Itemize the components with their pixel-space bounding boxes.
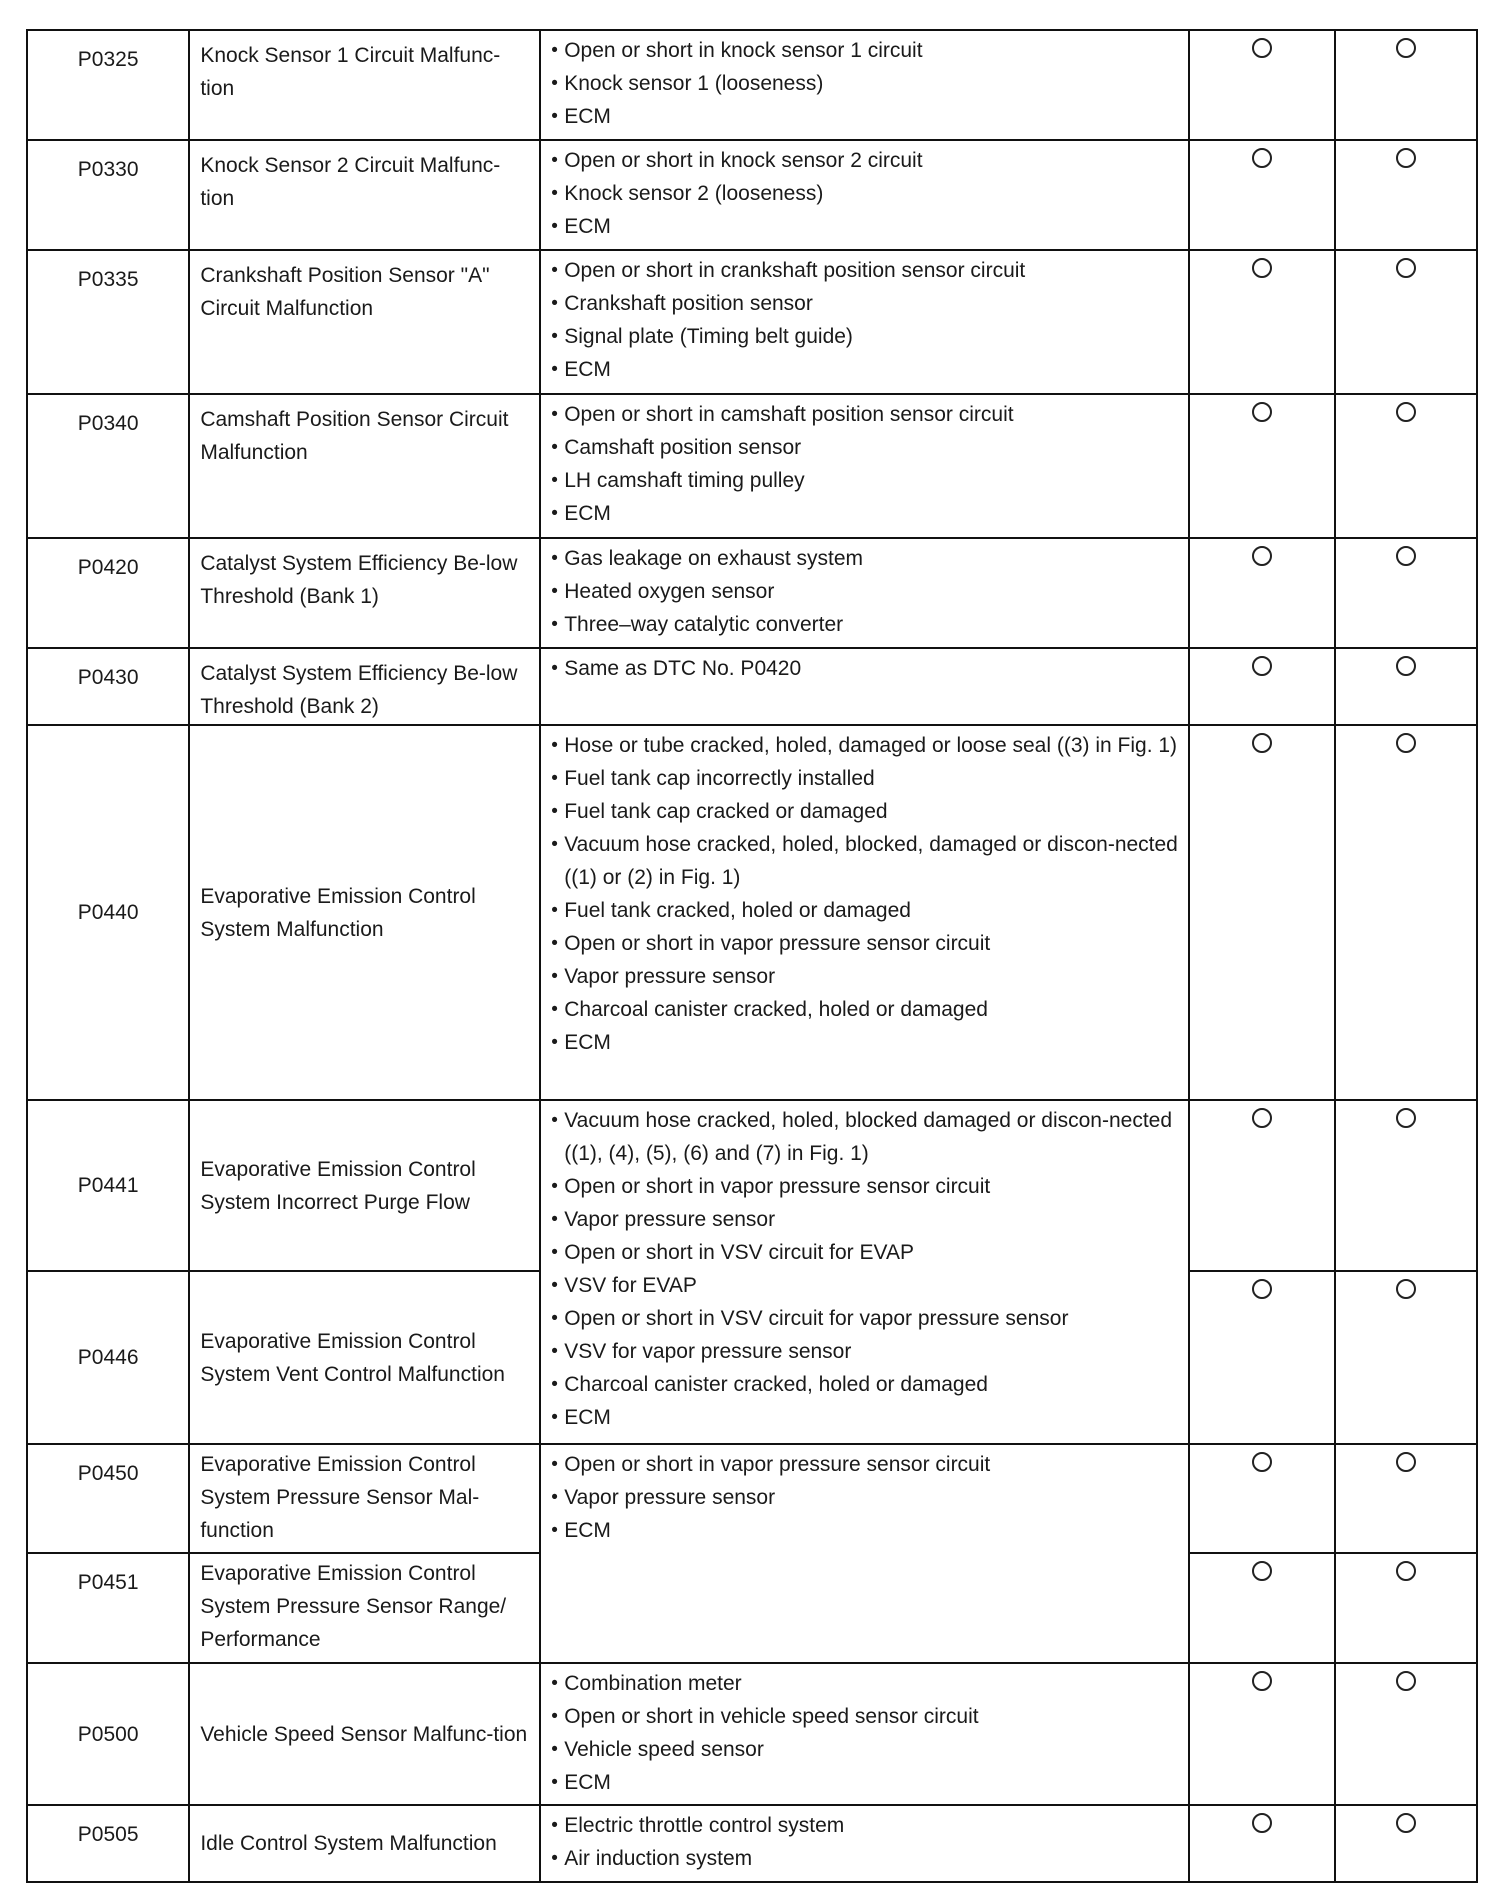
check-mark (1189, 725, 1335, 1100)
circle-icon (1252, 1279, 1272, 1299)
dtc-code: P0441 (27, 1100, 189, 1271)
dtc-code: P0450 (27, 1444, 189, 1553)
trouble-area: • Gas leakage on exhaust system • Heated oxygen sensor • Three–way catalytic converter (540, 538, 1188, 648)
check-mark (1189, 30, 1335, 140)
table-row (27, 648, 1477, 725)
circle-icon (1252, 1671, 1272, 1691)
circle-icon (1396, 1671, 1416, 1691)
detection-item: Vehicle Speed Sensor Malfunc-tion (189, 1663, 540, 1805)
detection-item: Idle Control System Malfunction (189, 1805, 540, 1882)
dtc-code: P0440 (27, 725, 189, 1100)
table-row (27, 725, 1477, 1100)
circle-icon (1396, 402, 1416, 422)
check-mark (1189, 648, 1335, 725)
check-mark (1335, 30, 1477, 140)
circle-icon (1252, 1108, 1272, 1128)
circle-icon (1396, 1279, 1416, 1299)
dtc-code: P0505 (27, 1805, 189, 1882)
circle-icon (1396, 1452, 1416, 1472)
check-mark (1189, 1444, 1335, 1553)
circle-icon (1252, 1452, 1272, 1472)
trouble-area: • Open or short in camshaft position sensor circuit • Camshaft position sensor • LH camshaft timing pulley • ECM (540, 394, 1188, 538)
check-mark (1189, 140, 1335, 250)
check-mark (1189, 1663, 1335, 1805)
dtc-code: P0500 (27, 1663, 189, 1805)
circle-icon (1396, 148, 1416, 168)
circle-icon (1396, 656, 1416, 676)
check-mark (1335, 1805, 1477, 1882)
trouble-area: • Open or short in crankshaft position sensor circuit • Crankshaft position sensor • Signal plate (Timing belt guide) • ECM (540, 250, 1188, 394)
check-mark (1189, 538, 1335, 648)
circle-icon (1252, 546, 1272, 566)
check-mark (1189, 1553, 1335, 1663)
circle-icon (1396, 38, 1416, 58)
dtc-code: P0430 (27, 648, 189, 725)
check-mark (1335, 1444, 1477, 1553)
table-row (27, 538, 1477, 648)
circle-icon (1396, 258, 1416, 278)
dtc-code: P0330 (27, 140, 189, 250)
check-mark (1189, 1100, 1335, 1271)
detection-item: Evaporative Emission Control System Incorrect Purge Flow (189, 1100, 540, 1271)
circle-icon (1396, 1108, 1416, 1128)
detection-item: Catalyst System Efficiency Be-low Threshold (Bank 1) (189, 538, 540, 648)
detection-item: Crankshaft Position Sensor "A" Circuit Malfunction (189, 250, 540, 394)
check-mark (1189, 1271, 1335, 1444)
table-row (27, 394, 1477, 538)
dtc-code: P0451 (27, 1553, 189, 1663)
check-mark (1189, 1805, 1335, 1882)
check-mark (1335, 1100, 1477, 1271)
dtc-code: P0446 (27, 1271, 189, 1444)
detection-item: Catalyst System Efficiency Be-low Threshold (Bank 2) (189, 648, 540, 725)
circle-icon (1252, 733, 1272, 753)
table-row (27, 250, 1477, 394)
circle-icon (1252, 1813, 1272, 1833)
circle-icon (1252, 38, 1272, 58)
check-mark (1189, 394, 1335, 538)
detection-item: Knock Sensor 1 Circuit Malfunc-tion (189, 30, 540, 140)
table-row (27, 1663, 1477, 1805)
table-row (27, 1100, 1477, 1271)
trouble-area: • Hose or tube cracked, holed, damaged or loose seal ((3) in Fig. 1) • Fuel tank cap incorrectly installed • Fuel tank cap cracked or damaged • Vacuum hose cracked, holed, blocked, damaged or discon-nected ((1) or (2) in Fig. 1) • Fuel tank cracked, holed or damaged • Open or short in vapor pressure sensor circuit • Vapor pressure sensor • Charcoal canister cracked, holed or damaged • ECM (540, 725, 1188, 1100)
trouble-area: • Open or short in knock sensor 1 circuit • Knock sensor 1 (looseness) • ECM (540, 30, 1188, 140)
check-mark (1335, 1553, 1477, 1663)
detection-item: Knock Sensor 2 Circuit Malfunc-tion (189, 140, 540, 250)
table-row (27, 1805, 1477, 1882)
check-mark (1189, 250, 1335, 394)
trouble-area: • Combination meter • Open or short in vehicle speed sensor circuit • Vehicle speed sensor • ECM (540, 1663, 1188, 1805)
trouble-area: • Electric throttle control system • Air induction system (540, 1805, 1188, 1882)
check-mark (1335, 648, 1477, 725)
check-mark (1335, 394, 1477, 538)
table-row (27, 1444, 1477, 1553)
check-mark (1335, 1663, 1477, 1805)
check-mark (1335, 538, 1477, 648)
circle-icon (1252, 656, 1272, 676)
table-row (27, 140, 1477, 250)
dtc-code: P0340 (27, 394, 189, 538)
check-mark (1335, 250, 1477, 394)
dtc-code: P0335 (27, 250, 189, 394)
trouble-area: • Open or short in vapor pressure sensor circuit • Vapor pressure sensor • ECM (540, 1444, 1188, 1663)
check-mark (1335, 140, 1477, 250)
dtc-table (26, 29, 1478, 1883)
circle-icon (1252, 148, 1272, 168)
circle-icon (1252, 258, 1272, 278)
circle-icon (1396, 1813, 1416, 1833)
trouble-area: • Vacuum hose cracked, holed, blocked damaged or discon-nected ((1), (4), (5), (6) and (7) in Fig. 1) • Open or short in vapor pressure sensor circuit • Vapor pressure sensor • Open or short in VSV circuit for EVAP • VSV for EVAP • Open or short in VSV circuit for vapor pressure sensor • VSV for vapor pressure sensor • Charcoal canister cracked, holed or damaged • ECM (540, 1100, 1188, 1444)
circle-icon (1252, 402, 1272, 422)
detection-item: Evaporative Emission Control System Pressure Sensor Range/ Performance (189, 1553, 540, 1663)
circle-icon (1396, 1561, 1416, 1581)
trouble-area: • Same as DTC No. P0420 (540, 648, 1188, 725)
detection-item: Evaporative Emission Control System Malfunction (189, 725, 540, 1100)
detection-item: Evaporative Emission Control System Vent Control Malfunction (189, 1271, 540, 1444)
dtc-code: P0420 (27, 538, 189, 648)
circle-icon (1396, 546, 1416, 566)
circle-icon (1252, 1561, 1272, 1581)
check-mark (1335, 725, 1477, 1100)
table-row (27, 30, 1477, 140)
check-mark (1335, 1271, 1477, 1444)
detection-item: Evaporative Emission Control System Pressure Sensor Mal-function (189, 1444, 540, 1553)
dtc-code: P0325 (27, 30, 189, 140)
trouble-area: • Open or short in knock sensor 2 circuit • Knock sensor 2 (looseness) • ECM (540, 140, 1188, 250)
detection-item: Camshaft Position Sensor Circuit Malfunction (189, 394, 540, 538)
circle-icon (1396, 733, 1416, 753)
